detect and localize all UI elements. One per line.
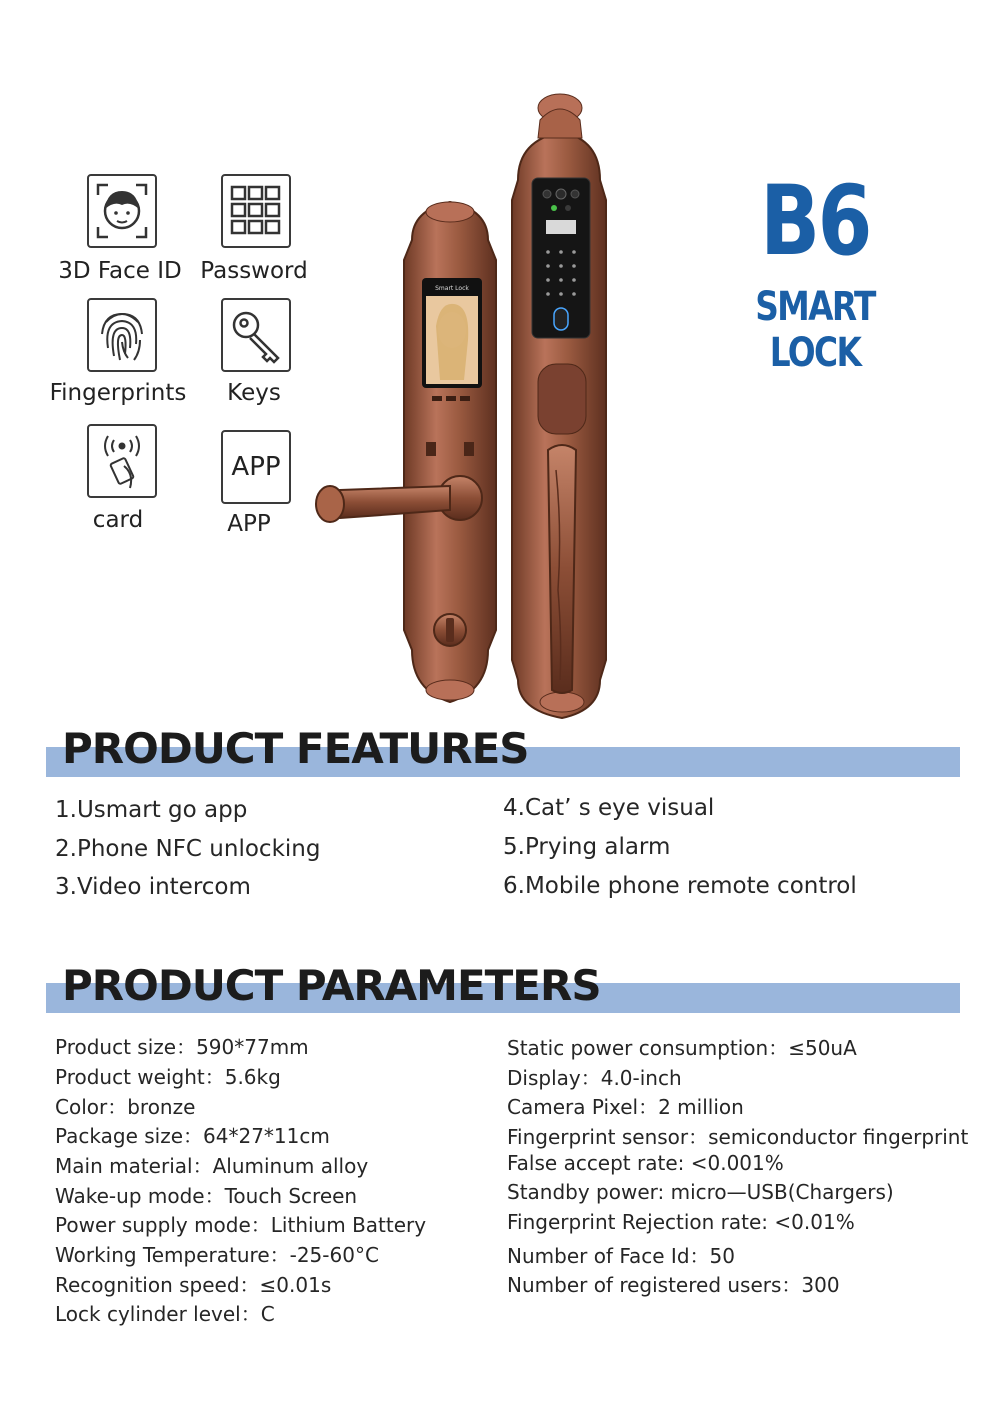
keypad-icon [221, 174, 291, 248]
card-icon [87, 424, 157, 498]
parameters-title: PRODUCT PARAMETERS [62, 961, 601, 1010]
parameter-row: Power supply mode：Lithium Battery [55, 1213, 427, 1237]
parameter-row: Product size：590*77mm [55, 1035, 309, 1059]
feature-item: 6.Mobile phone remote control [503, 873, 857, 899]
features-title: PRODUCT FEATURES [62, 724, 529, 773]
fingerprint-icon [87, 298, 157, 372]
feature-item: 1.Usmart go app [55, 797, 248, 823]
parameter-row: Working Temperature：-25-60°C [55, 1243, 379, 1267]
parameter-row: Number of registered users：300 [507, 1273, 840, 1297]
product-type: SMART LOCK [755, 284, 875, 376]
feature-item: 4.Cat’ s eye visual [503, 795, 715, 821]
parameter-row: Recognition speed：≤0.01s [55, 1273, 332, 1297]
parameter-row: Fingerprint sensor：semiconductor fingerprint [507, 1125, 969, 1149]
parameter-row: Lock cylinder level：C [55, 1302, 275, 1326]
model-name: B6 [760, 165, 870, 277]
key-icon [221, 298, 291, 372]
app-icon-text: APP [231, 452, 281, 482]
parameter-row: Main material：Aluminum alloy [55, 1154, 369, 1178]
feature-item: 2.Phone NFC unlocking [55, 836, 321, 862]
keys-label: Keys [227, 380, 281, 406]
parameter-row: Number of Face Id：50 [507, 1244, 735, 1268]
parameter-row: Wake-up mode：Touch Screen [55, 1184, 358, 1208]
outer-panel [512, 94, 606, 718]
feature-item: 3.Video intercom [55, 874, 251, 900]
parameter-row: False accept rate: <0.001% [507, 1151, 784, 1175]
face-id-icon [87, 174, 157, 248]
lock-screen-text: Smart Lock [435, 285, 469, 292]
card-label: card [92, 507, 144, 533]
parameter-row: Standby power: micro—USB(Chargers) [507, 1180, 894, 1204]
parameter-row: Camera Pixel：2 million [507, 1095, 744, 1119]
parameter-row: Display：4.0-inch [507, 1066, 682, 1090]
inner-panel [316, 202, 496, 702]
feature-item: 5.Prying alarm [503, 834, 671, 860]
app-icon [221, 430, 291, 504]
parameter-row: Fingerprint Rejection rate: <0.01% [507, 1210, 855, 1234]
face-id-label: 3D Face ID [58, 258, 182, 284]
parameter-row: Package size：64*27*11cm [55, 1124, 330, 1148]
app-label: APP [227, 511, 271, 537]
parameter-row: Color：bronze [55, 1095, 196, 1119]
smart-lock-product-image [300, 90, 640, 720]
password-label: Password [200, 258, 308, 284]
parameter-row: Static power consumption：≤50uA [507, 1036, 857, 1060]
fingerprints-label: Fingerprints [49, 380, 187, 406]
parameter-row: Product weight：5.6kg [55, 1065, 281, 1089]
